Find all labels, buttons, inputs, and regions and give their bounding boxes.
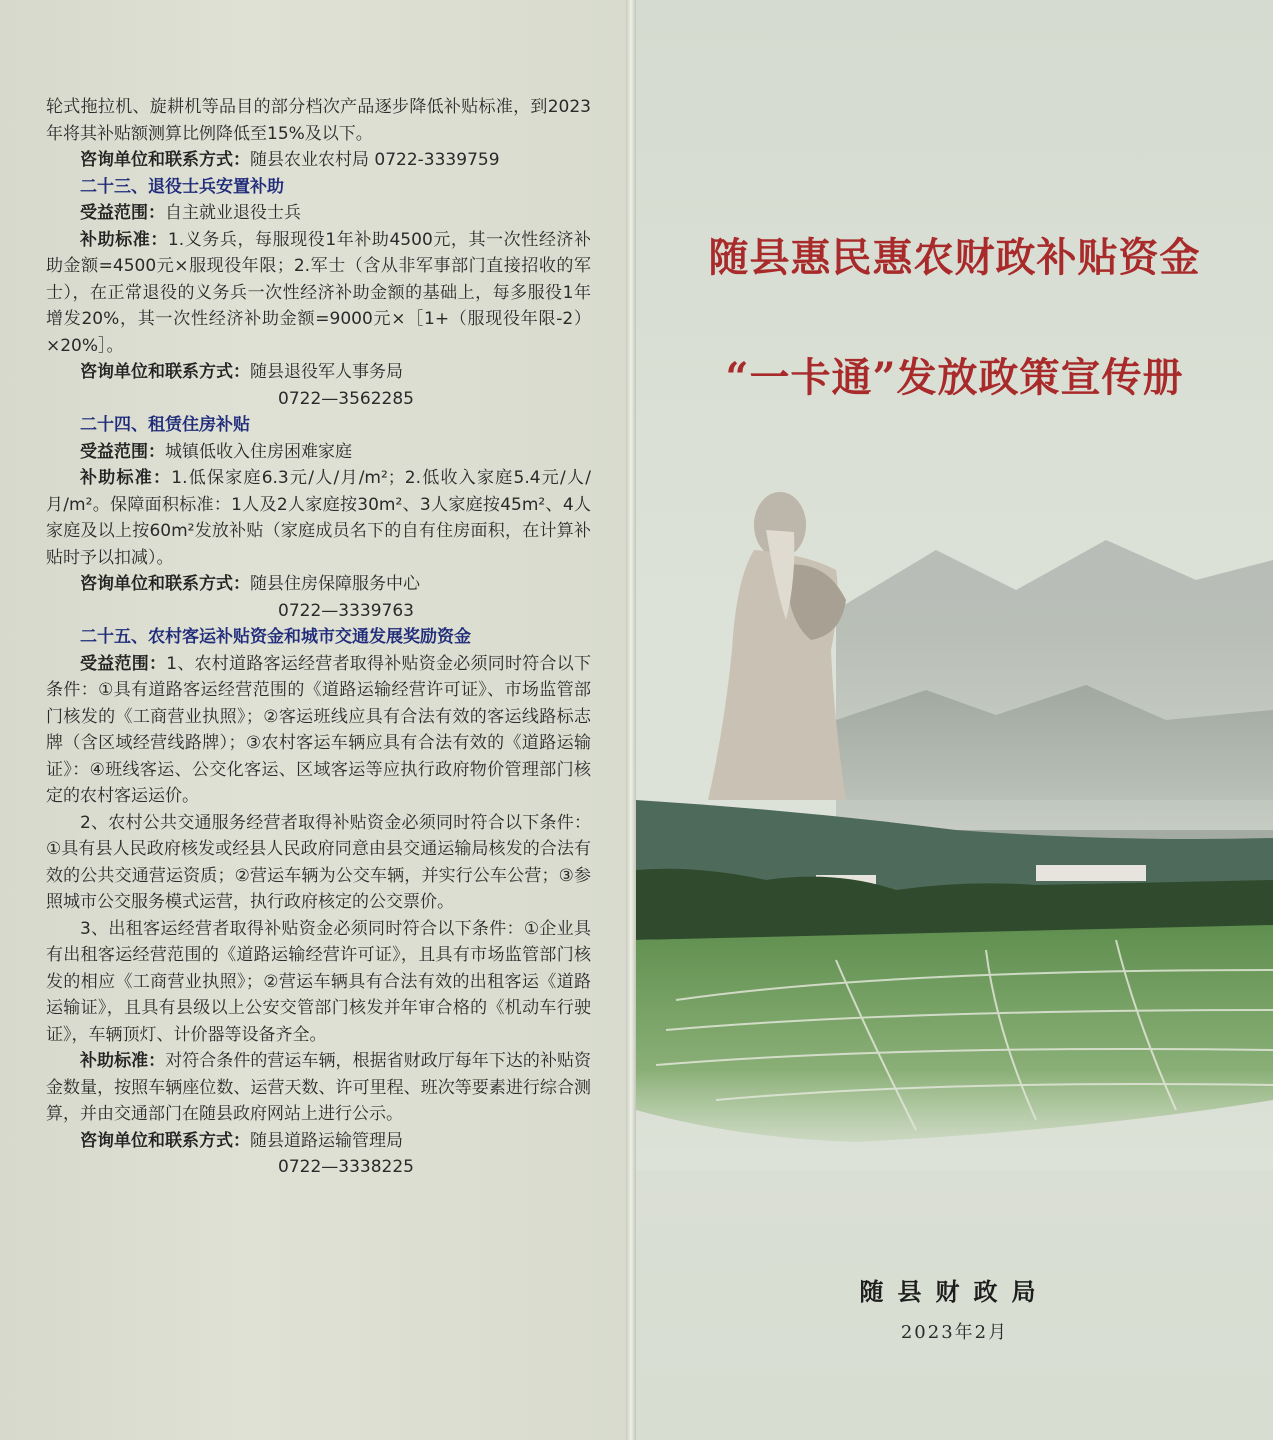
contact-24: 咨询单位和联系方式：随县住房保障服务中心	[80, 574, 420, 594]
standard-25: 补助标准：对符合条件的营运车辆，根据省财政厅每年下达的补贴资金数量，按照车辆座位数、运营天数、许可里程、班次等要素进行综合测算，并由交通部门在随县政府网站上进行公示。	[46, 1051, 592, 1124]
cover-title-line1: 随县惠民惠农财政补贴资金	[708, 234, 1201, 281]
benefit-23: 受益范围：自主就业退役士兵	[80, 203, 301, 223]
publish-date: 2023年2月	[900, 1322, 1009, 1343]
landscape-illustration	[636, 470, 1273, 1170]
paragraph-25-2: 2、农村公共交通服务经营者取得补贴资金必须同时符合以下条件：①具有县人民政府核发或经县人民政府同意由县交通运输局核发的合法有效的公共交通营运资质；②营运车辆为公交车辆，并实行公车公营；③参照城市公交服务模式运营，执行政府核定的公交票价。	[46, 812, 591, 912]
paragraph-continued: 轮式拖拉机、旋耕机等品目的部分档次产品逐步降低补贴标准，到2023年将其补贴额测算比例降低至15%及以下。	[46, 97, 591, 144]
bottom-fade	[636, 1070, 1273, 1170]
contact-agriculture: 咨询单位和联系方式：随县农业农村局 0722-3339759	[80, 150, 500, 170]
contact-23: 咨询单位和联系方式：随县退役军人事务局	[80, 362, 403, 382]
contact-25-number: 0722—3338225	[278, 1157, 414, 1177]
heading-23: 二十三、退役士兵安置补助	[80, 176, 284, 197]
page-fold	[626, 0, 636, 1440]
issuer-name: 随县财政局	[859, 1278, 1050, 1306]
cover-title-line2: “一卡通”发放政策宣传册	[725, 354, 1184, 401]
policy-text-column	[46, 94, 591, 1181]
benefit-24: 受益范围：城镇低收入住房困难家庭	[80, 441, 352, 462]
benefit-25: 受益范围：1、农村道路客运经营者取得补贴资金必须同时符合以下条件：①具有道路客运经营范围的《道路运输经营许可证》、市场监管部门核发的《工商营业执照》；②客运班线应具有合法有效的客运线路标志牌（含区域经营线路牌）；③农村客运车辆应具有合法有效的《道路运输证》：④班线客运、公交化客运、区域客运等应执行政府物价管理部门核定的农村客运运价。	[46, 653, 592, 806]
left-page	[0, 0, 628, 1440]
standard-23: 补助标准：1.义务兵，每服现役1年补助4500元，其一次性经济补助金额=4500元×服现役年限；2.军士（含从非军事部门直接招收的军士），在正常退役的义务兵一次性经济补助金额的基础上，每多服役1年增发20%，其一次性经济补助金额=9000元×［1+（服现役年限-2）×20%］。	[46, 229, 591, 356]
paragraph-25-3: 3、出租客运经营者取得补贴资金必须同时符合以下条件：①企业具有出租客运经营范围的《道路运输经营许可证》，且具有市场监管部门核发的相应《工商营业执照》；②营运车辆具有合法有效的出租客运《道路运输证》，且具有县级以上公安交管部门核发并年审合格的《机动车行驶证》，车辆顶灯、计价器等设备齐全。	[46, 918, 591, 1045]
heading-25: 二十五、农村客运补贴资金和城市交通发展奖励资金	[80, 627, 471, 647]
contact-25: 咨询单位和联系方式：随县道路运输管理局	[80, 1130, 403, 1151]
contact-24-number: 0722—3339763	[278, 600, 414, 621]
cover-page	[636, 0, 1273, 1440]
standard-24: 补助标准：1.低保家庭6.3元/人/月/m²；2.低收入家庭5.4元/人/月/m²。保障面积标准：1人及2人家庭按30m²、3人家庭按45m²、4人家庭及以上按60m²发放补贴（家庭成员名下的自有住房面积，在计算补贴时予以扣减）。	[46, 468, 591, 568]
contact-23-number: 0722—3562285	[278, 388, 414, 409]
heading-24: 二十四、租赁住房补贴	[80, 415, 250, 435]
